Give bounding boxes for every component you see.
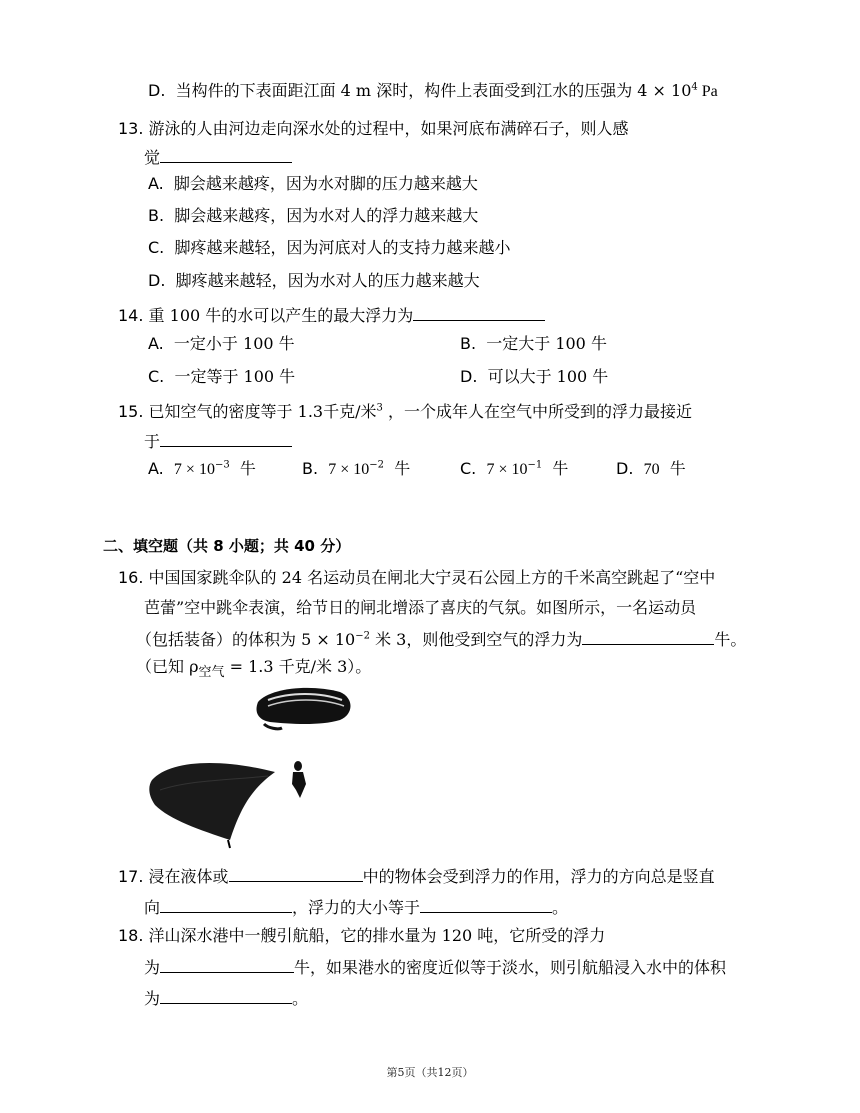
question-text: 向 (144, 898, 161, 917)
question-number: 18. (118, 926, 144, 945)
question-text: = 1.3 千克/米 3）。 (224, 657, 372, 676)
question-text: 牛，如果港水的密度近似等于淡水，则引航船浸入水中的体积 (294, 958, 727, 977)
option-text: 脚疼越来越轻，因为河底对人的支持力越来越小 (174, 238, 511, 257)
exponent: −2 (369, 459, 385, 471)
option-base: 7 × 10 (486, 461, 528, 478)
q14-stem (118, 304, 545, 327)
option-text: 一定大于 100 牛 (486, 334, 607, 353)
option-label: B. (302, 459, 319, 478)
question-text: 。 (552, 898, 569, 917)
q13-option-b (148, 205, 478, 227)
option-unit: 牛 (552, 459, 569, 478)
q16-line3 (136, 628, 746, 651)
option-unit: 牛 (669, 459, 686, 478)
answer-blank[interactable] (160, 430, 292, 447)
option-label: D. (148, 81, 166, 100)
question-number: 14. (118, 306, 144, 325)
bottom-parachute-icon (149, 763, 275, 848)
option-text: 可以大于 100 牛 (487, 367, 609, 386)
question-text: 重 100 牛的水可以产生的最大浮力为 (148, 306, 414, 325)
exponent: −1 (527, 459, 543, 471)
question-text: （已知 ρ (136, 657, 199, 676)
option-label: D. (148, 271, 166, 290)
option-text: 一定小于 100 牛 (173, 334, 295, 353)
q18-line3 (144, 987, 308, 1010)
question-text: ，一个成年人在空气中所受到的浮力最接近 (387, 402, 692, 421)
q13-stem (118, 118, 629, 140)
question-number: 17. (118, 867, 144, 886)
option-label: B. (148, 206, 165, 225)
option-label: C. (148, 367, 165, 386)
q13-option-a (148, 173, 478, 195)
exponent: −2 (355, 630, 370, 642)
q18-line1 (118, 925, 605, 947)
option-base: 7 × 10 (173, 461, 215, 478)
question-text: （包括装备）的体积为 5 × 10 (136, 630, 356, 649)
q16-line1 (118, 567, 715, 589)
unit: Pa (697, 83, 718, 100)
question-text: 芭蕾”空中跳伞表演，给节日的闸北增添了喜庆的气氛。如图所示，一名运动员 (144, 598, 697, 617)
q12-option-d (148, 80, 718, 103)
answer-blank[interactable] (160, 956, 294, 973)
option-text: 脚会越来越疼，因为水对脚的压力越来越大 (173, 174, 478, 193)
option-label: C. (460, 459, 477, 478)
answer-blank[interactable] (420, 896, 552, 913)
question-text: 。 (292, 989, 309, 1008)
question-text: ，浮力的大小等于 (292, 898, 421, 917)
question-text: 为 (144, 958, 161, 977)
option-label: D. (460, 367, 478, 386)
question-text: 于 (144, 432, 161, 451)
question-text: 洋山深水港中一艘引航船，它的排水量为 120 吨，它所受的浮力 (148, 926, 606, 945)
q13-option-c (148, 237, 510, 259)
q15-option-d (616, 458, 686, 481)
question-number: 13. (118, 119, 144, 138)
q13-stem-cont (144, 146, 292, 169)
option-label: A. (148, 459, 164, 478)
q15-option-b (302, 458, 410, 481)
q15-option-a (148, 458, 256, 481)
answer-blank[interactable] (160, 146, 292, 163)
question-text: 已知空气的密度等于 1.3千克/米 (148, 402, 377, 421)
option-text: 一定等于 100 牛 (174, 367, 296, 386)
exponent: −3 (214, 459, 230, 471)
question-text: 中国国家跳伞队的 24 名运动员在闸北大宁灵石公园上方的千米高空跳起了“空中 (148, 568, 716, 587)
option-text: 当构件的下表面距江面 4 m 深时，构件上表面受到江水的压强为 4 × 10 (175, 81, 692, 100)
option-label: A. (148, 174, 164, 193)
option-label: B. (460, 334, 477, 353)
answer-blank[interactable] (582, 628, 714, 645)
option-label: D. (616, 459, 634, 478)
option-label: A. (148, 334, 164, 353)
q17-line1 (118, 865, 715, 888)
answer-blank[interactable] (160, 896, 292, 913)
q14-option-b (460, 333, 607, 355)
q14-option-d (460, 366, 608, 388)
skydiver-icon (292, 761, 306, 798)
skydiver-figure (140, 680, 370, 855)
q13-option-d (148, 270, 480, 292)
option-base: 7 × 10 (328, 461, 370, 478)
q14-option-a (148, 333, 295, 355)
exponent: 3 (376, 402, 383, 414)
top-parachute-icon (257, 688, 351, 729)
option-unit: 牛 (239, 459, 256, 478)
page-footer: 第5页（共12页） (386, 1066, 474, 1079)
answer-blank[interactable] (413, 304, 545, 321)
q14-option-c (148, 366, 295, 388)
option-unit: 牛 (394, 459, 411, 478)
section-heading: 二、填空题（共 8 小题；共 40 分） (103, 537, 351, 555)
exponent: 4 (691, 81, 698, 93)
option-label: C. (148, 238, 165, 257)
q15-stem-cont (144, 430, 292, 453)
answer-blank[interactable] (160, 987, 292, 1004)
question-text: 游泳的人由河边走向深水处的过程中，如果河底布满碎石子，则人感 (148, 119, 629, 138)
option-text: 脚会越来越疼，因为水对人的浮力越来越大 (174, 206, 479, 225)
question-number: 16. (118, 568, 144, 587)
question-text: 中的物体会受到浮力的作用，浮力的方向总是竖直 (362, 867, 715, 886)
answer-blank[interactable] (229, 865, 363, 882)
question-number: 15. (118, 402, 144, 421)
question-text: 牛。 (714, 630, 747, 649)
question-text: 米 3，则他受到空气的浮力为 (375, 630, 583, 649)
q17-line2 (144, 896, 568, 919)
q18-line2 (144, 956, 726, 979)
question-text: 为 (144, 989, 161, 1008)
option-text: 脚疼越来越轻，因为水对人的压力越来越大 (175, 271, 480, 290)
subscript: 空气 (198, 665, 225, 681)
question-text: 浸在液体或 (148, 867, 229, 886)
q15-option-c (460, 458, 568, 481)
q16-line2 (144, 597, 696, 619)
q15-stem (118, 401, 692, 423)
option-base: 70 (643, 461, 660, 478)
question-text: 觉 (144, 148, 161, 167)
